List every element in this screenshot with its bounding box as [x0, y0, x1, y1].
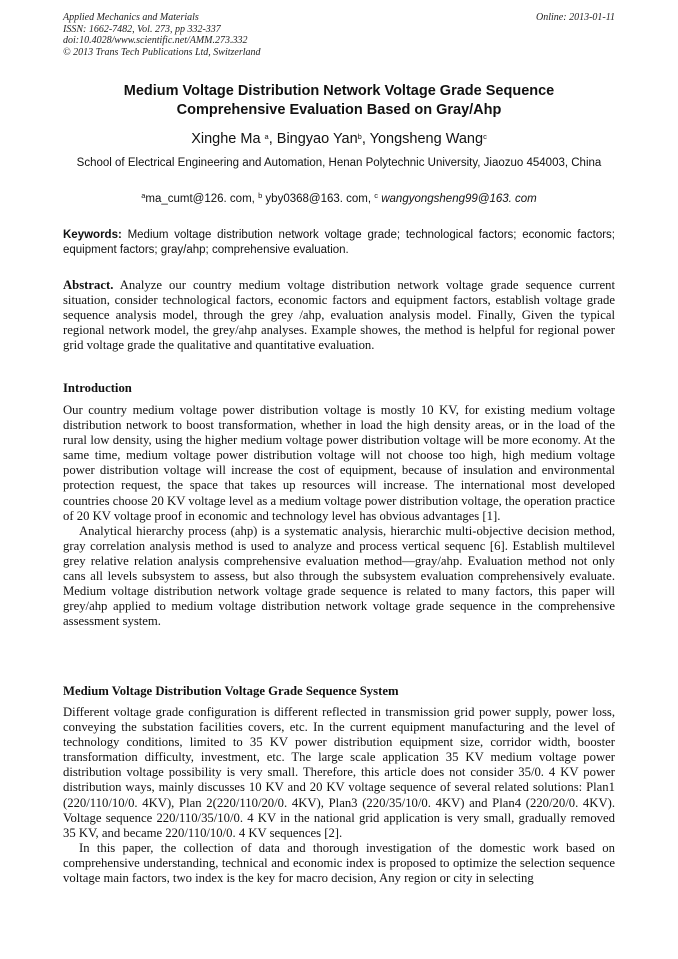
- abstract-label: Abstract.: [63, 278, 114, 292]
- author-name: Bingyao Yan: [276, 131, 358, 147]
- author-name: Xinghe Ma: [191, 131, 265, 147]
- email-address[interactable]: ma_cumt@126. com,: [145, 193, 259, 205]
- email-mark: a: [141, 191, 146, 200]
- author-affil-mark: a: [264, 132, 269, 141]
- journal-copyright: © 2013 Trans Tech Publications Ltd, Switzerland: [63, 46, 261, 58]
- journal-issn: ISSN: 1662-7482, Vol. 273, pp 332-337: [63, 23, 221, 35]
- paper-title-line-2: Comprehensive Evaluation Based on Gray/Ahp: [176, 102, 502, 118]
- author-affil-mark: c: [483, 132, 487, 141]
- paragraph: Different voltage grade configuration is different reflected in transmission grid power supply, power loss, conveying the substation facilities covers, etc. In the current equipment manufacturing and the level of technology conditions, limited to 35 KV power distribution equipment size, corridor width, booster transformation difficulty, investment, etc. The large scale application 35 KV medium voltage power distribution voltage possibility is very small. Therefore, this article does not consider 35/0. 4 KV power distribution ways, mainly discusses 10 KV and 20 KV voltage sequence of several related solutions: Plan1 (220/110/10/0. 4KV), Plan 2(220/110/20/0. 4KV), Plan3 (220/35/10/0. 4KV) and Plan4 (220/20/0. 4KV). Voltage sequence 220/110/35/10/0. 4 KV in the national grid application is very small, gradually removed 35 KV, and became 220/110/10/0. 4 KV sequences [2].: [63, 705, 615, 840]
- online-date: Online: 2013-01-11: [536, 12, 615, 23]
- author-separator: ,: [361, 131, 370, 147]
- paragraph: In this paper, the collection of data and thorough investigation of the domestic work based on comprehensive understanding, technical and economic index is proposed to optimize the selection sequence voltage main factors, two index is the key for macro decision, Any region or city in selecting: [63, 840, 615, 886]
- paper-title: [63, 82, 615, 120]
- section-body: [63, 403, 615, 629]
- section-heading: Introduction: [63, 381, 132, 395]
- author-separator: ,: [268, 131, 277, 147]
- abstract: [63, 278, 615, 353]
- author-affil-mark: b: [357, 132, 362, 141]
- journal-name: Applied Mechanics and Materials: [63, 12, 199, 23]
- section-body: [63, 705, 615, 886]
- journal-doi[interactable]: doi:10.4028/www.scientific.net/AMM.273.332: [63, 35, 248, 46]
- abstract-text: Analyze our country medium voltage distribution network voltage grade sequence current situation, consider technological factors, economic factors and equipment factors, establish voltage grade sequence analysis model, through the grey /ahp, evaluation analysis model. Finally, Given the typical regional network model, the grey/ahp analyses. Example showes, the method is helpful for regional power grid voltage grade the qualitative and quantitative evaluation.: [63, 278, 615, 353]
- paragraph: Analytical hierarchy process (ahp) is a systematic analysis, hierarchic multi-objective decision method, gray correlation analysis method is used to analyze and process vertical sequenc [6]. Establish multilevel grey relative relation analysis comprehensive evaluation method—gray/ahp. Evaluation method not only cans all levels subsystem to assess, but also through the subsystem evaluation comprehensively evaluate. Medium voltage distribution network voltage grade sequence is related to many factors, this paper will grey/ahp applied to medium voltage distribution network voltage grade sequence in the comprehensive assessment system.: [63, 523, 615, 629]
- affiliation: School of Electrical Engineering and Automation, Henan Polytechnic University, Jiaozuo 454003, China: [76, 157, 602, 169]
- email-address[interactable]: wangyongsheng99@163. com: [378, 193, 537, 205]
- keywords: [63, 228, 615, 258]
- email-mark: b: [258, 191, 263, 200]
- author-emails: [63, 192, 615, 207]
- keywords-text: Medium voltage distribution network voltage grade; technological factors; economic factors; equipment factors; gray/ahp; comprehensive evaluation.: [63, 229, 615, 256]
- author-name: Yongsheng Wang: [369, 131, 484, 147]
- keywords-label: Keywords:: [63, 229, 122, 241]
- paragraph: Our country medium voltage power distribution voltage is mostly 10 KV, for existing medium voltage distribution network to boost transformation, whether in load the high density areas, or in the load of the rural low density, using the higher medium voltage power distribution voltage will be more economy. At the same time, medium voltage power distribution voltage will not choose too high, high medium voltage power distribution voltage will increase the cost of equipment, because of insulation and environmental protection request, the space that takes up resources will increase. The international most developed countries choose 20 KV voltage level as a medium voltage power distribution voltage, the operation practice of 20 KV voltage proof in economic and technology level has obvious advantages [1].: [63, 403, 615, 523]
- section-heading: Medium Voltage Distribution Voltage Grade Sequence System: [63, 684, 399, 698]
- author-list: [63, 130, 615, 148]
- paper-title-line-1: Medium Voltage Distribution Network Voltage Grade Sequence: [123, 83, 555, 99]
- email-mark: c: [374, 191, 379, 200]
- email-address[interactable]: yby0368@163. com,: [262, 193, 375, 205]
- journal-header: [63, 12, 261, 58]
